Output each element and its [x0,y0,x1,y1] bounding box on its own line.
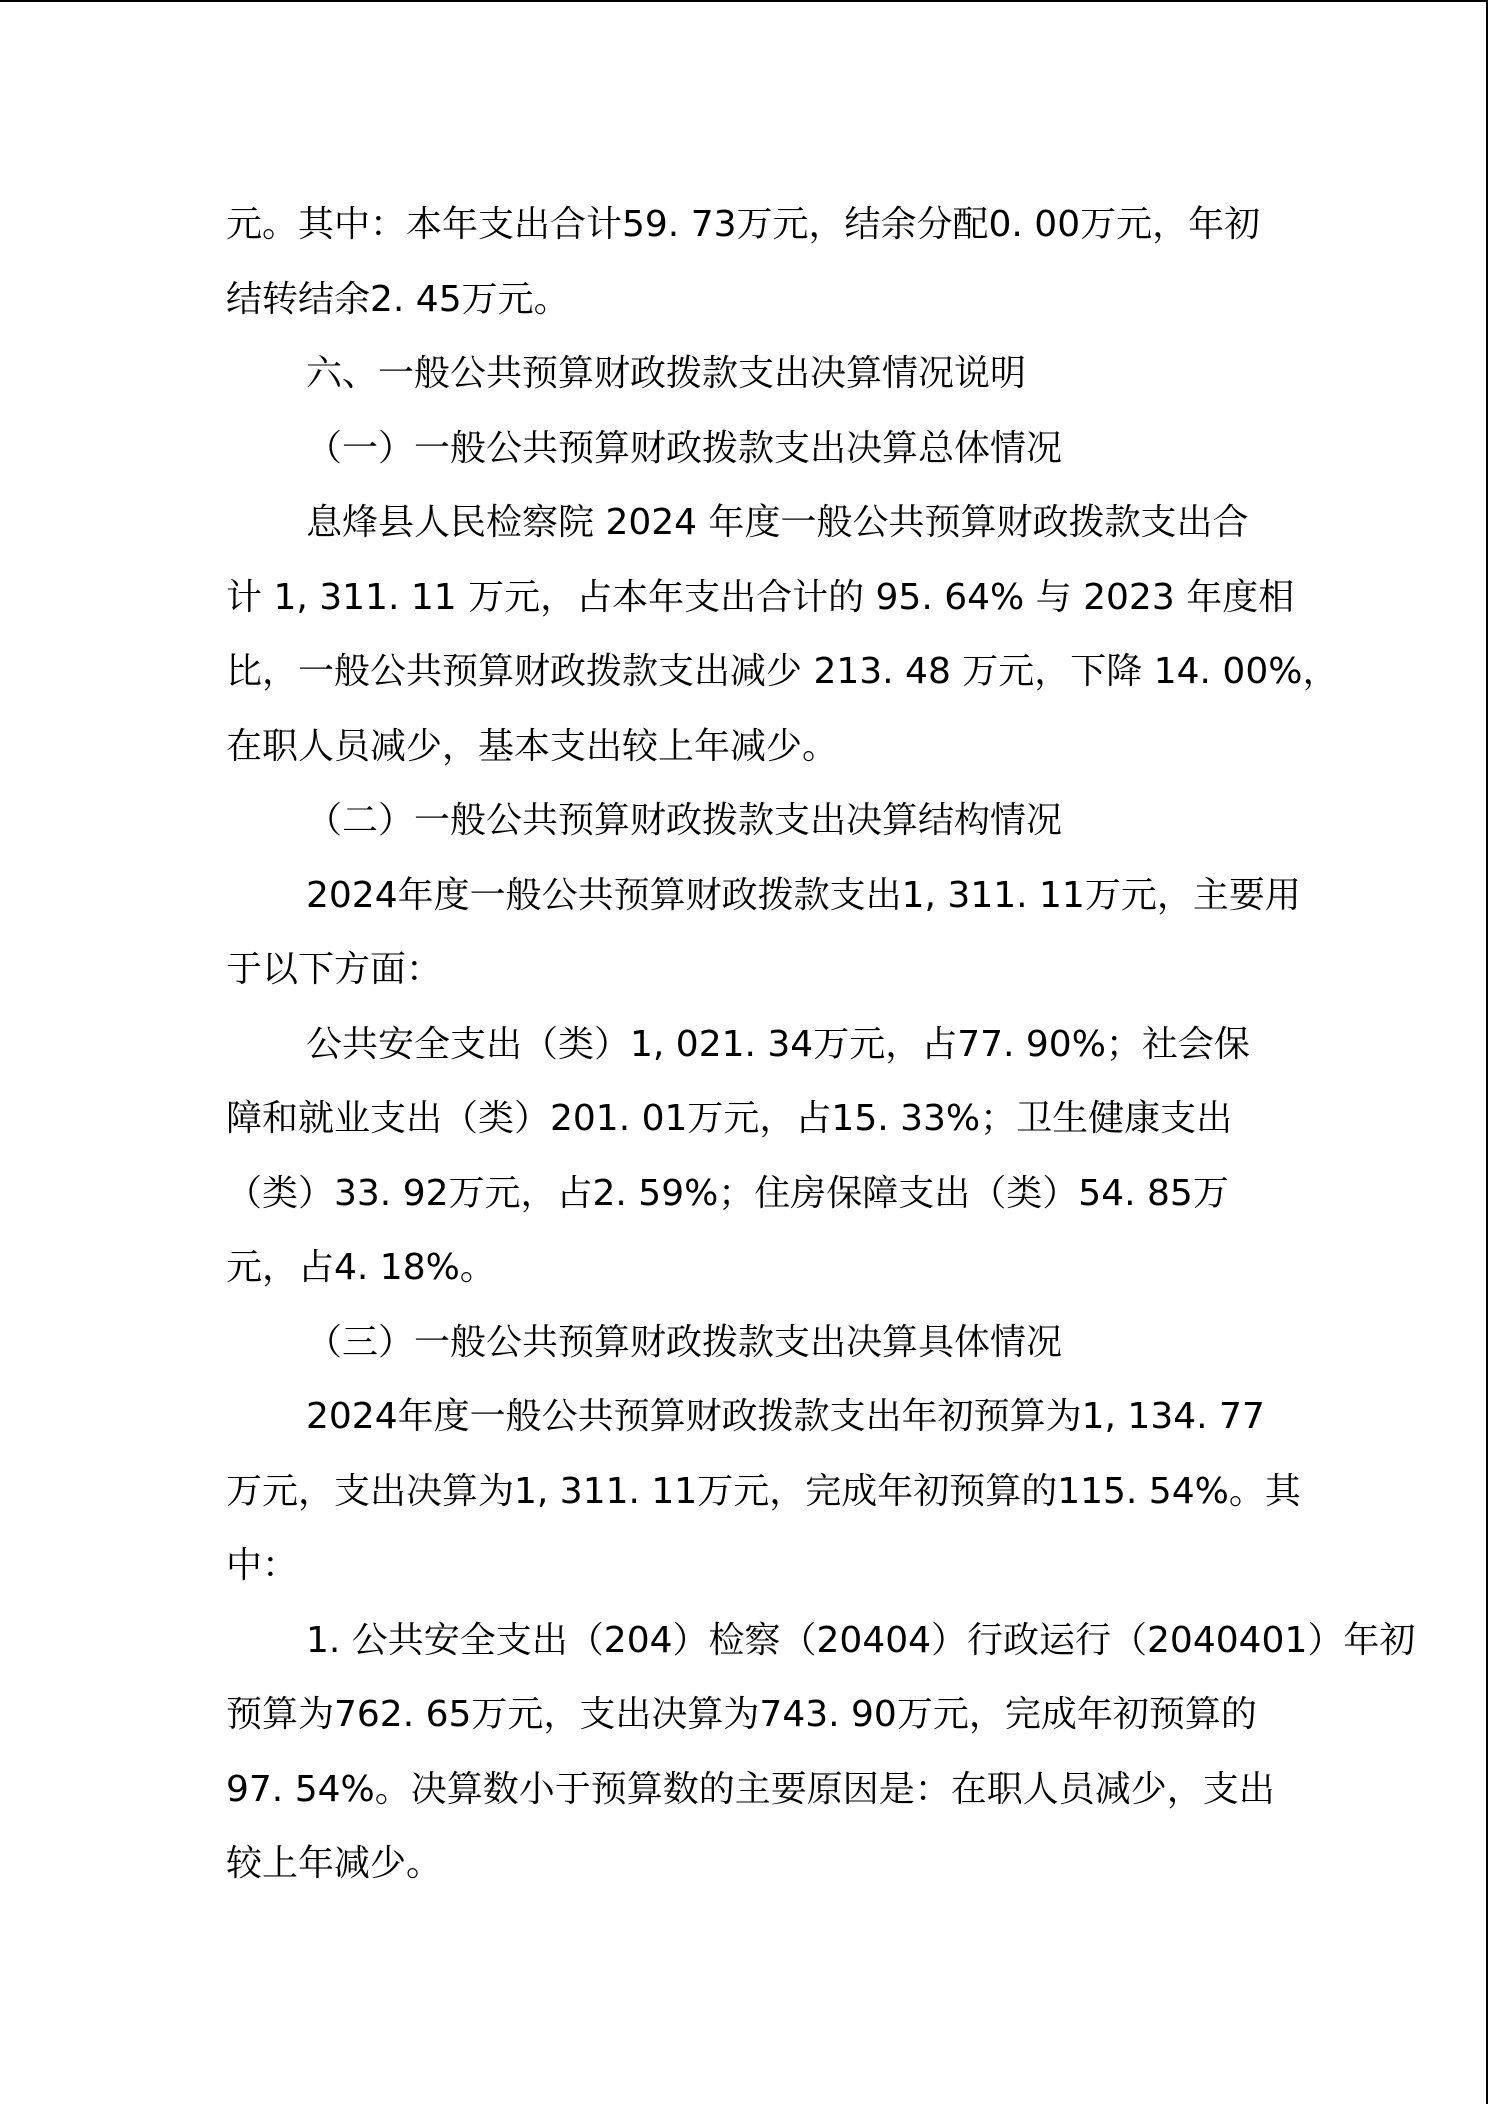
subsection-heading: （二）一般公共预算财政拨款支出决算结构情况 [306,800,1063,841]
text-line: 障和就业支出（类）201. 01万元，占15. 33%；卫生健康支出 [226,1098,1233,1139]
text-line: 预算为762. 65万元，支出决算为743. 90万元，完成年初预算的 [226,1694,1257,1735]
text-line: 公共安全支出（类）1, 021. 34万元，占77. 90%；社会保 [306,1023,1250,1065]
text-line: 元，占4. 18%。 [226,1247,496,1288]
page-top-border [0,0,1488,2]
section-heading: 六、一般公共预算财政拨款支出决算情况说明 [306,353,1027,394]
text-line: 元。其中：本年支出合计59. 73万元，结余分配0. 00万元，年初 [226,204,1261,245]
subsection-heading: （一）一般公共预算财政拨款支出决算总体情况 [306,427,1063,469]
text-line: 1. 公共安全支出（204）检察（20404）行政运行（2040401）年初 [306,1619,1416,1661]
subsection-heading: （三）一般公共预算财政拨款支出决算具体情况 [306,1321,1063,1363]
text-line: 息烽县人民检察院 2024 年度一般公共预算财政拨款支出合 [306,502,1249,543]
text-line: 结转结余2. 45万元。 [226,278,570,320]
text-line: 2024年度一般公共预算财政拨款支出年初预算为1, 134. 77 [306,1396,1265,1437]
text-line: （类）33. 92万元，占2. 59%；住房保障支出（类）54. 85万 [226,1172,1229,1214]
text-line: 计 1, 311. 11 万元，占本年支出合计的 95. 64% 与 2023 年度相 [226,576,1295,618]
text-line: 万元，支出决算为1, 311. 11万元，完成年初预算的115. 54%。其 [226,1470,1301,1512]
text-line: 于以下方面： [226,949,443,990]
text-line: 在职人员减少，基本支出较上年减少。 [226,725,839,767]
text-line: 比，一般公共预算财政拨款支出减少 213. 48 万元，下降 14. 00%， [226,651,1339,692]
document-body [226,188,1416,1902]
text-line: 97. 54%。决算数小于预算数的主要原因是：在职人员减少，支出 [226,1768,1275,1810]
text-line: 中： [226,1545,299,1586]
text-line: 较上年减少。 [226,1843,443,1884]
text-line: 2024年度一般公共预算财政拨款支出1, 311. 11万元，主要用 [306,874,1301,916]
